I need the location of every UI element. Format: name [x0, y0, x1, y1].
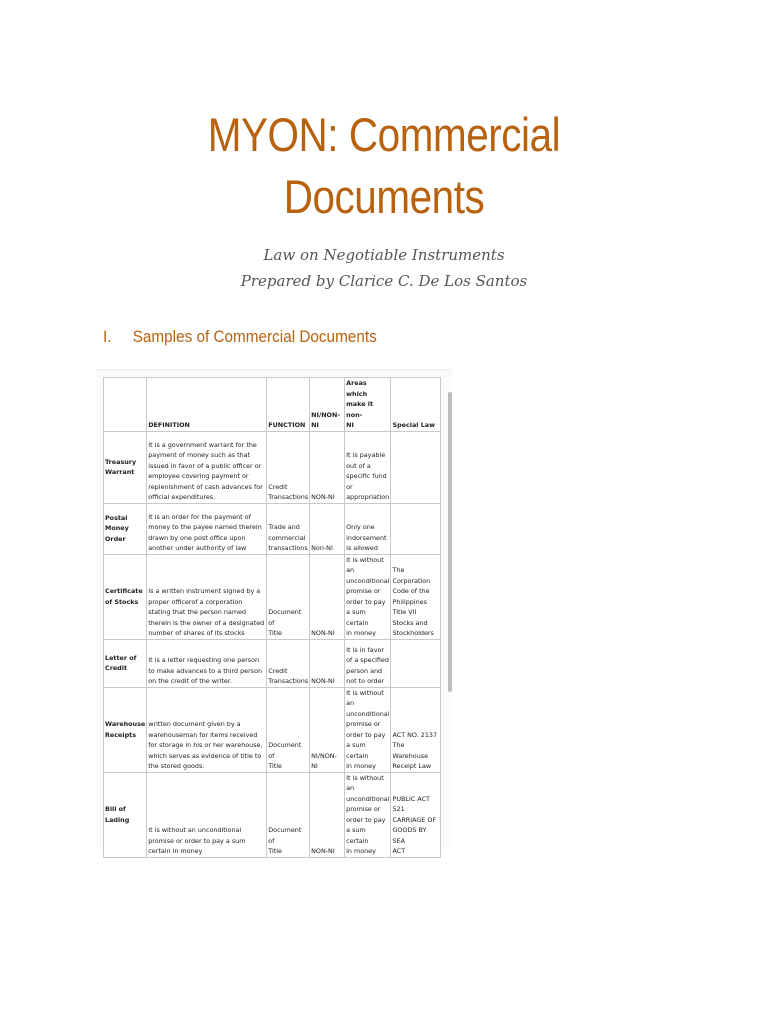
table-row	[104, 554, 441, 639]
row-areas: It is without an unconditional promise or order to pay a sum certain in money	[346, 688, 390, 770]
title-line-1: MYON: Commercial	[207, 108, 561, 161]
header-function: FUNCTION	[267, 378, 310, 432]
row-special-law: ACT NO. 2137 The Warehouse Receipt Law	[391, 687, 441, 772]
row-function: Document of Title	[267, 772, 310, 857]
row-name: Letter of Credit	[104, 639, 147, 687]
row-ni-status: NON-NI	[310, 772, 345, 857]
row-areas: Only one indorsement is allowed	[345, 503, 391, 554]
subtitle-topic: Law on Negotiable Instruments	[263, 246, 505, 264]
row-function: Trade and commercial transactions	[267, 503, 310, 554]
row-ni-status: NON-NI	[310, 431, 345, 503]
row-areas: It is without an unconditional promise or order to pay a sum certain in money	[346, 555, 390, 637]
row-areas: It is without an unconditional promise or order to pay a sum certain in money	[346, 773, 390, 855]
section-number: I.	[103, 327, 112, 346]
row-definition: Is a written instrument signed by a proper officerof a corporation stating that the person named therein is the owner of a designated number of shares of its stocks	[147, 554, 267, 639]
row-name: Postal Money Order	[104, 503, 147, 554]
row-special-law: The Corporation Code of the Philippines Title VII Stocks and Stockholders	[391, 554, 441, 639]
row-areas: It is in favor of a specified person and not to order	[345, 639, 391, 687]
header-areas-non-ni: Areas which make it non- NI	[345, 378, 391, 432]
header-special-law: Special Law	[391, 378, 441, 432]
table-header-row	[104, 378, 441, 432]
row-definition: It is a government warrant for the payment of money such as that issued in favor of a public officer or employee covering payment or replenishment of cash advances for official expenditures.	[147, 431, 267, 503]
row-definition: It is a letter requesting one person to make advances to a third person on the credit of the writer.	[147, 639, 267, 687]
row-name: Bill of Lading	[104, 772, 147, 857]
row-special-law	[391, 503, 441, 554]
header-ni-non-ni: NI/NON-NI	[310, 378, 345, 432]
section-title: Samples of Commercial Documents	[132, 327, 377, 346]
row-definition: It is without an unconditional promise or order to pay a sum certain in money	[147, 772, 267, 857]
row-ni-status: NON-NI	[310, 639, 345, 687]
section-heading	[103, 327, 377, 347]
subtitle-author: Prepared by Clarice C. De Los Santos	[240, 272, 528, 290]
row-function: Credit Transactions	[267, 639, 310, 687]
header-definition: DEFINITION	[147, 378, 267, 432]
row-areas: It is payable out of a specific fund or appropriation	[345, 431, 391, 503]
table-row	[104, 503, 441, 554]
document-title	[54, 104, 714, 228]
row-name: Certificate of Stocks	[104, 554, 147, 639]
row-definition: It is an order for the payment of money to the payee named therein drawn by one post office upon another under authority of law	[147, 503, 267, 554]
row-special-law: PUBLIC ACT 521 CARRIAGE OF GOODS BY SEA ACT	[391, 772, 441, 857]
row-name: Treasury Warrant	[104, 431, 147, 503]
table-row	[104, 431, 441, 503]
row-special-law	[391, 431, 441, 503]
table-row	[104, 772, 441, 857]
header-cell-empty	[104, 378, 147, 432]
commercial-documents-table	[103, 377, 441, 858]
row-ni-status: NON-NI	[310, 554, 345, 639]
row-special-law	[391, 639, 441, 687]
row-name: Warehouse Receipts	[104, 687, 147, 772]
row-ni-status: NI/NON-NI	[310, 687, 345, 772]
title-line-2: Documents	[283, 170, 485, 223]
row-function: Document of Title	[267, 687, 310, 772]
row-definition: written document given by a warehouseman for items received for storage in his or her warehouse, which serves as evidence of title to the stored goods.	[147, 687, 267, 772]
table-row	[104, 639, 441, 687]
row-ni-status: Non-NI	[310, 503, 345, 554]
row-function: Document of Title	[267, 554, 310, 639]
row-function: Credit Transactions	[267, 431, 310, 503]
table-scrollbar[interactable]	[448, 392, 452, 692]
table-row	[104, 687, 441, 772]
